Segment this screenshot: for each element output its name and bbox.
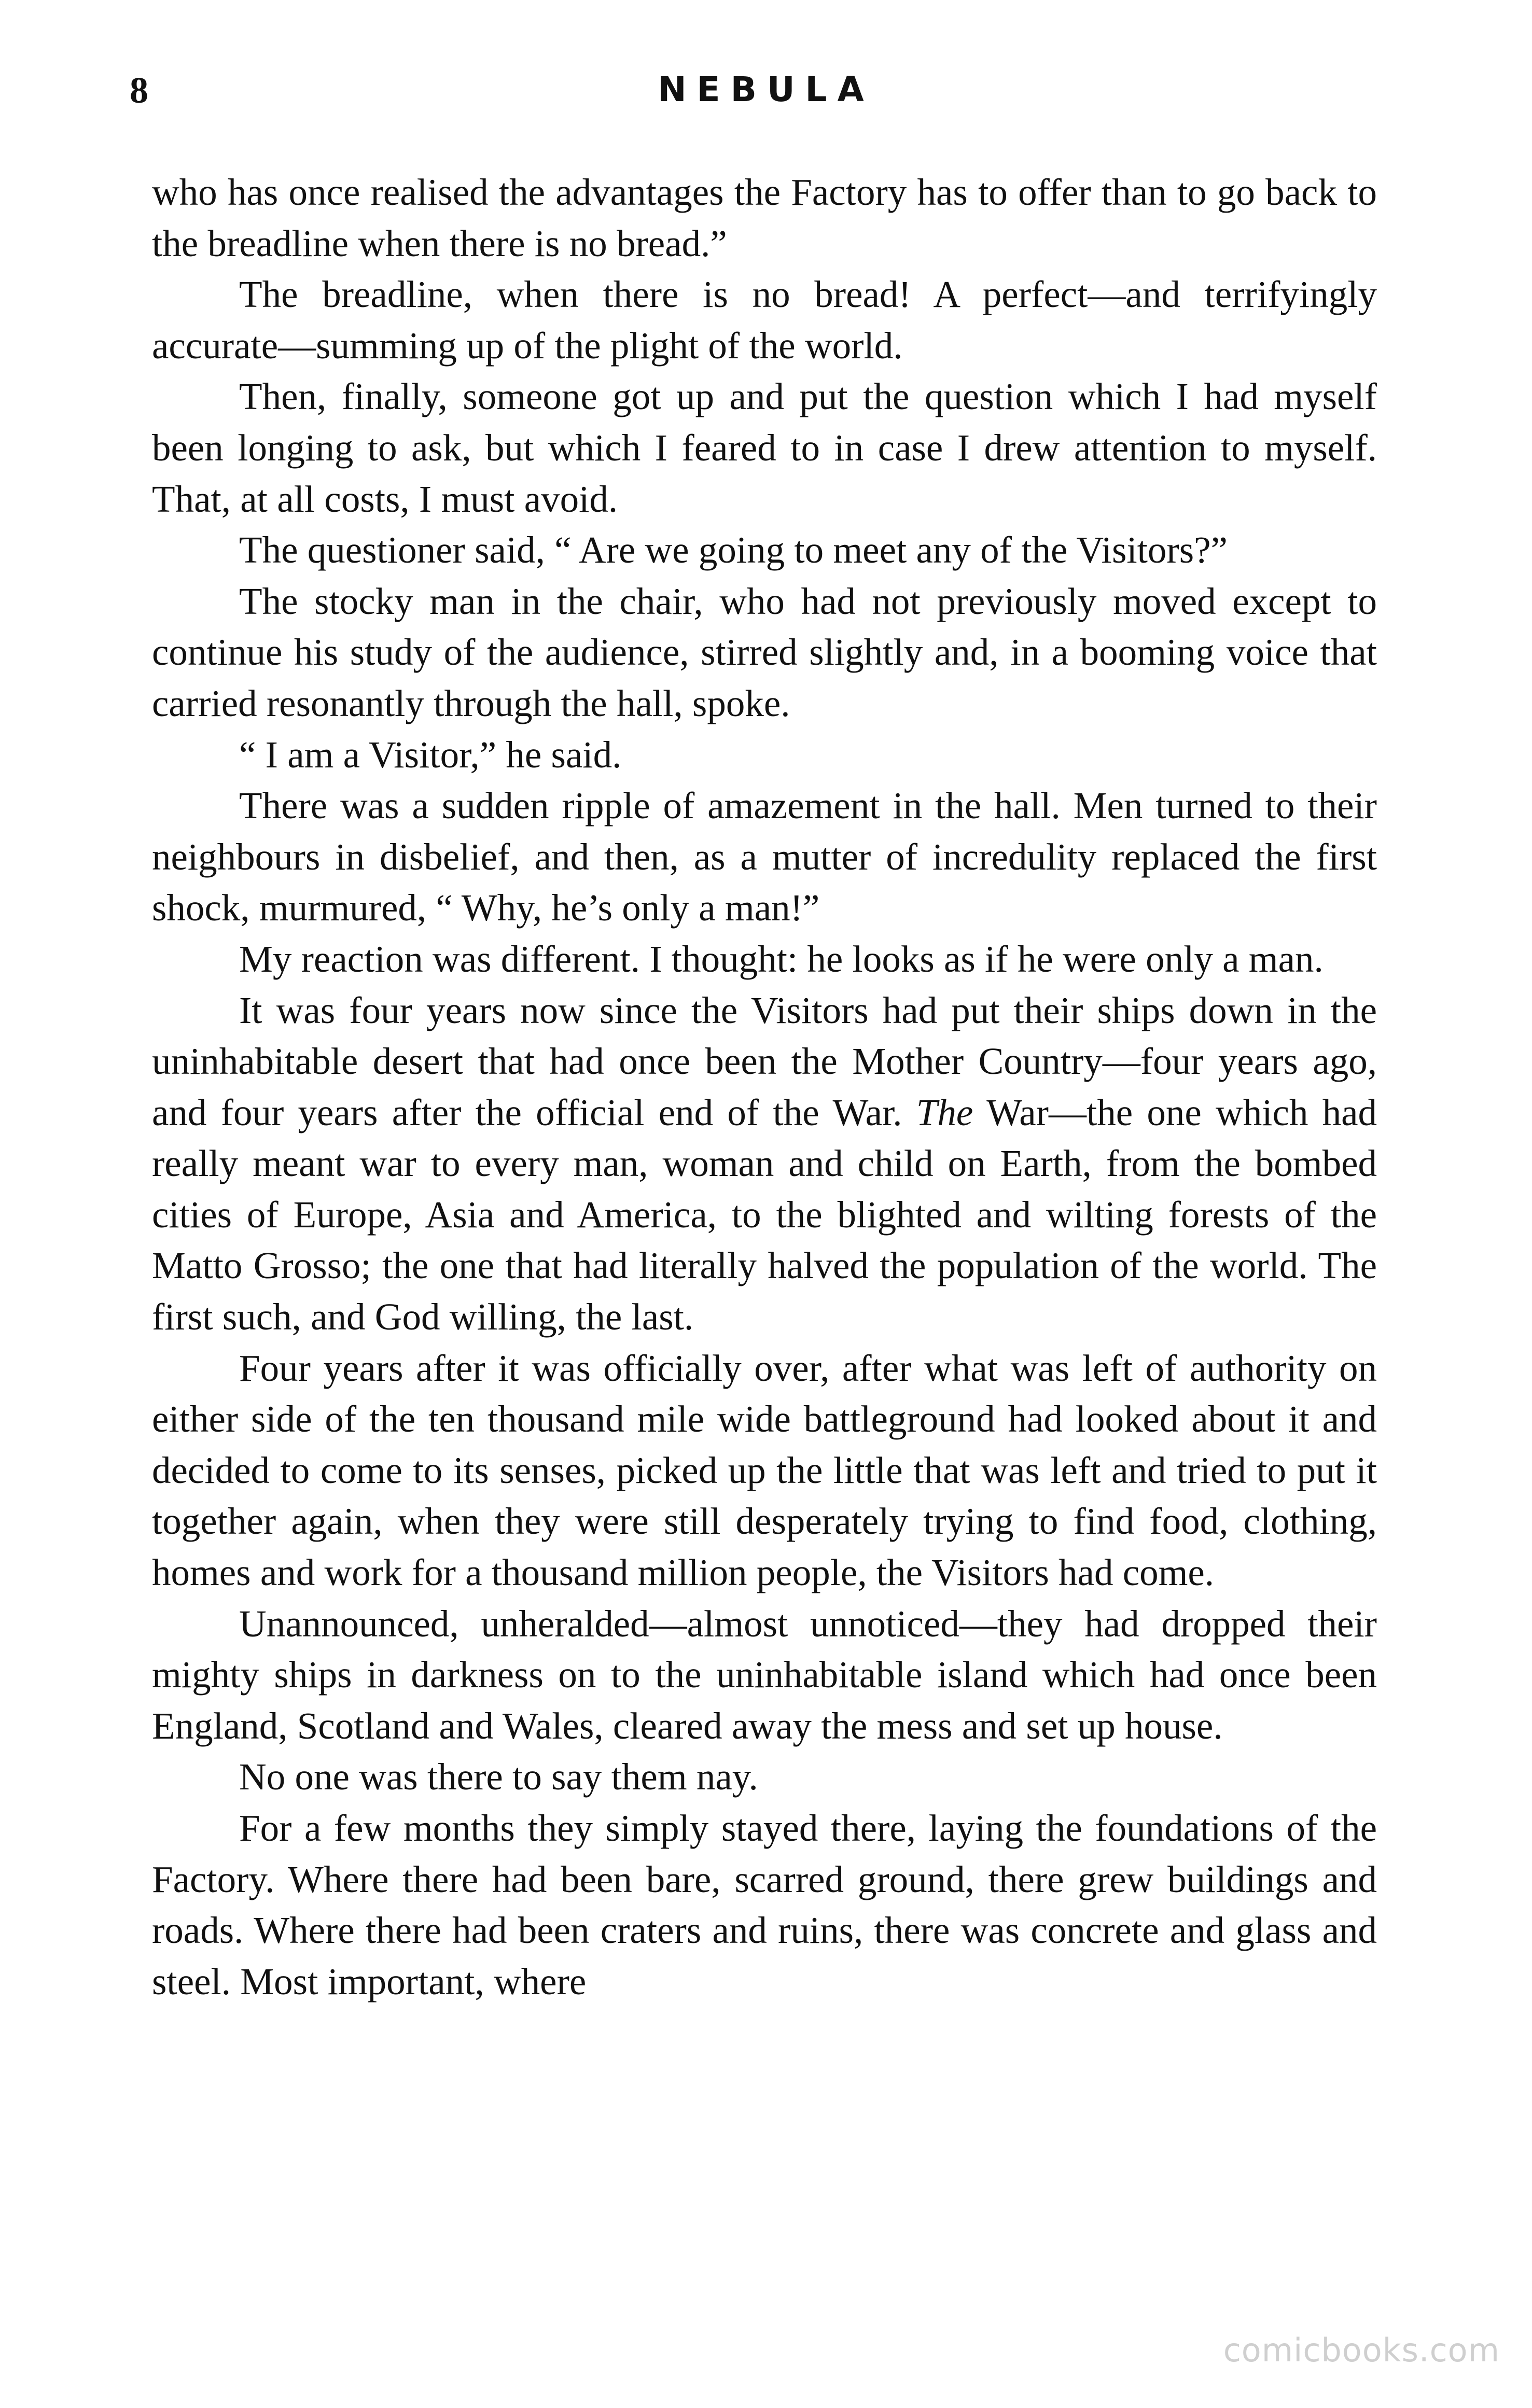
paragraph-text: It was four years now since the Visitors had put their ships down in the uninhabitable desert that had once been the Mother Country—four years ago, and four years after the official end of the War.: [152, 989, 1377, 1133]
paragraph: For a few months they simply stayed there, laying the foundations of the Factory. Where there had been bare, scarred ground, there grew buildings and roads. Where there had been craters and ruins, there was concrete and glass and steel. Most important, where: [152, 1807, 1377, 2003]
paragraph: My reaction was different. I thought: he looks as if he were only a man.: [239, 937, 1324, 980]
paragraph: No one was there to say them nay.: [239, 1756, 758, 1798]
paragraph: Four years after it was officially over, after what was left of authority on either side of the ten thousand mile wide battleground had looked about it and decided to come to its senses, picked up the little that was left and tried to put it together again, when they were still desperately trying to find food, clothing, homes and work for a thousand million people, the Visitors had come.: [152, 1347, 1377, 1594]
paragraph: “ I am a Visitor,” he said.: [239, 733, 622, 776]
paragraph: There was a sudden ripple of amazement in the hall. Men turned to their neighbours in disbelief, and then, as a mutter of incredulity replaced the first shock, murmured, “ Why, he’s only a man!”: [152, 785, 1377, 929]
paragraph: Unannounced, unheralded—almost unnoticed—they had dropped their mighty ships in darkness on to the uninhabitable island which had once been England, Scotland and Wales, cleared away the mess and set up house.: [152, 1602, 1377, 1747]
running-title: NEBULA: [658, 69, 874, 109]
paragraph: [152, 985, 1377, 1343]
paragraph: The breadline, when there is no bread! A perfect—and terrifyingly accurate—summing up of the plight of the world.: [152, 273, 1377, 367]
paragraph-text: War—the one which had really meant war to every man, woman and child on Earth, from the bombed cities of Europe, Asia and America, to the blighted and wilting forests of the Matto Grosso; the one that had literally halved the population of the world. The first such, and God willing, the last.: [152, 1091, 1377, 1338]
italic-emphasis: The: [916, 1091, 973, 1133]
paragraph: The stocky man in the chair, who had not previously moved except to continue his study of the audience, stirred slightly and, in a booming voice that carried resonantly through the hall, spoke.: [152, 580, 1377, 724]
paragraph: who has once realised the advantages the Factory has to offer than to go back to the breadline when there is no bread.”: [152, 171, 1377, 264]
paragraph: The questioner said, “ Are we going to meet any of the Visitors?”: [239, 529, 1228, 571]
page-number: 8: [130, 69, 148, 111]
watermark: comicbooks.com: [1223, 2331, 1500, 2369]
body-text: [152, 167, 1377, 2007]
paragraph: Then, finally, someone got up and put the question which I had myself been longing to ask, but which I feared to in case I drew attention to myself. That, at all costs, I must avoid.: [152, 375, 1377, 520]
